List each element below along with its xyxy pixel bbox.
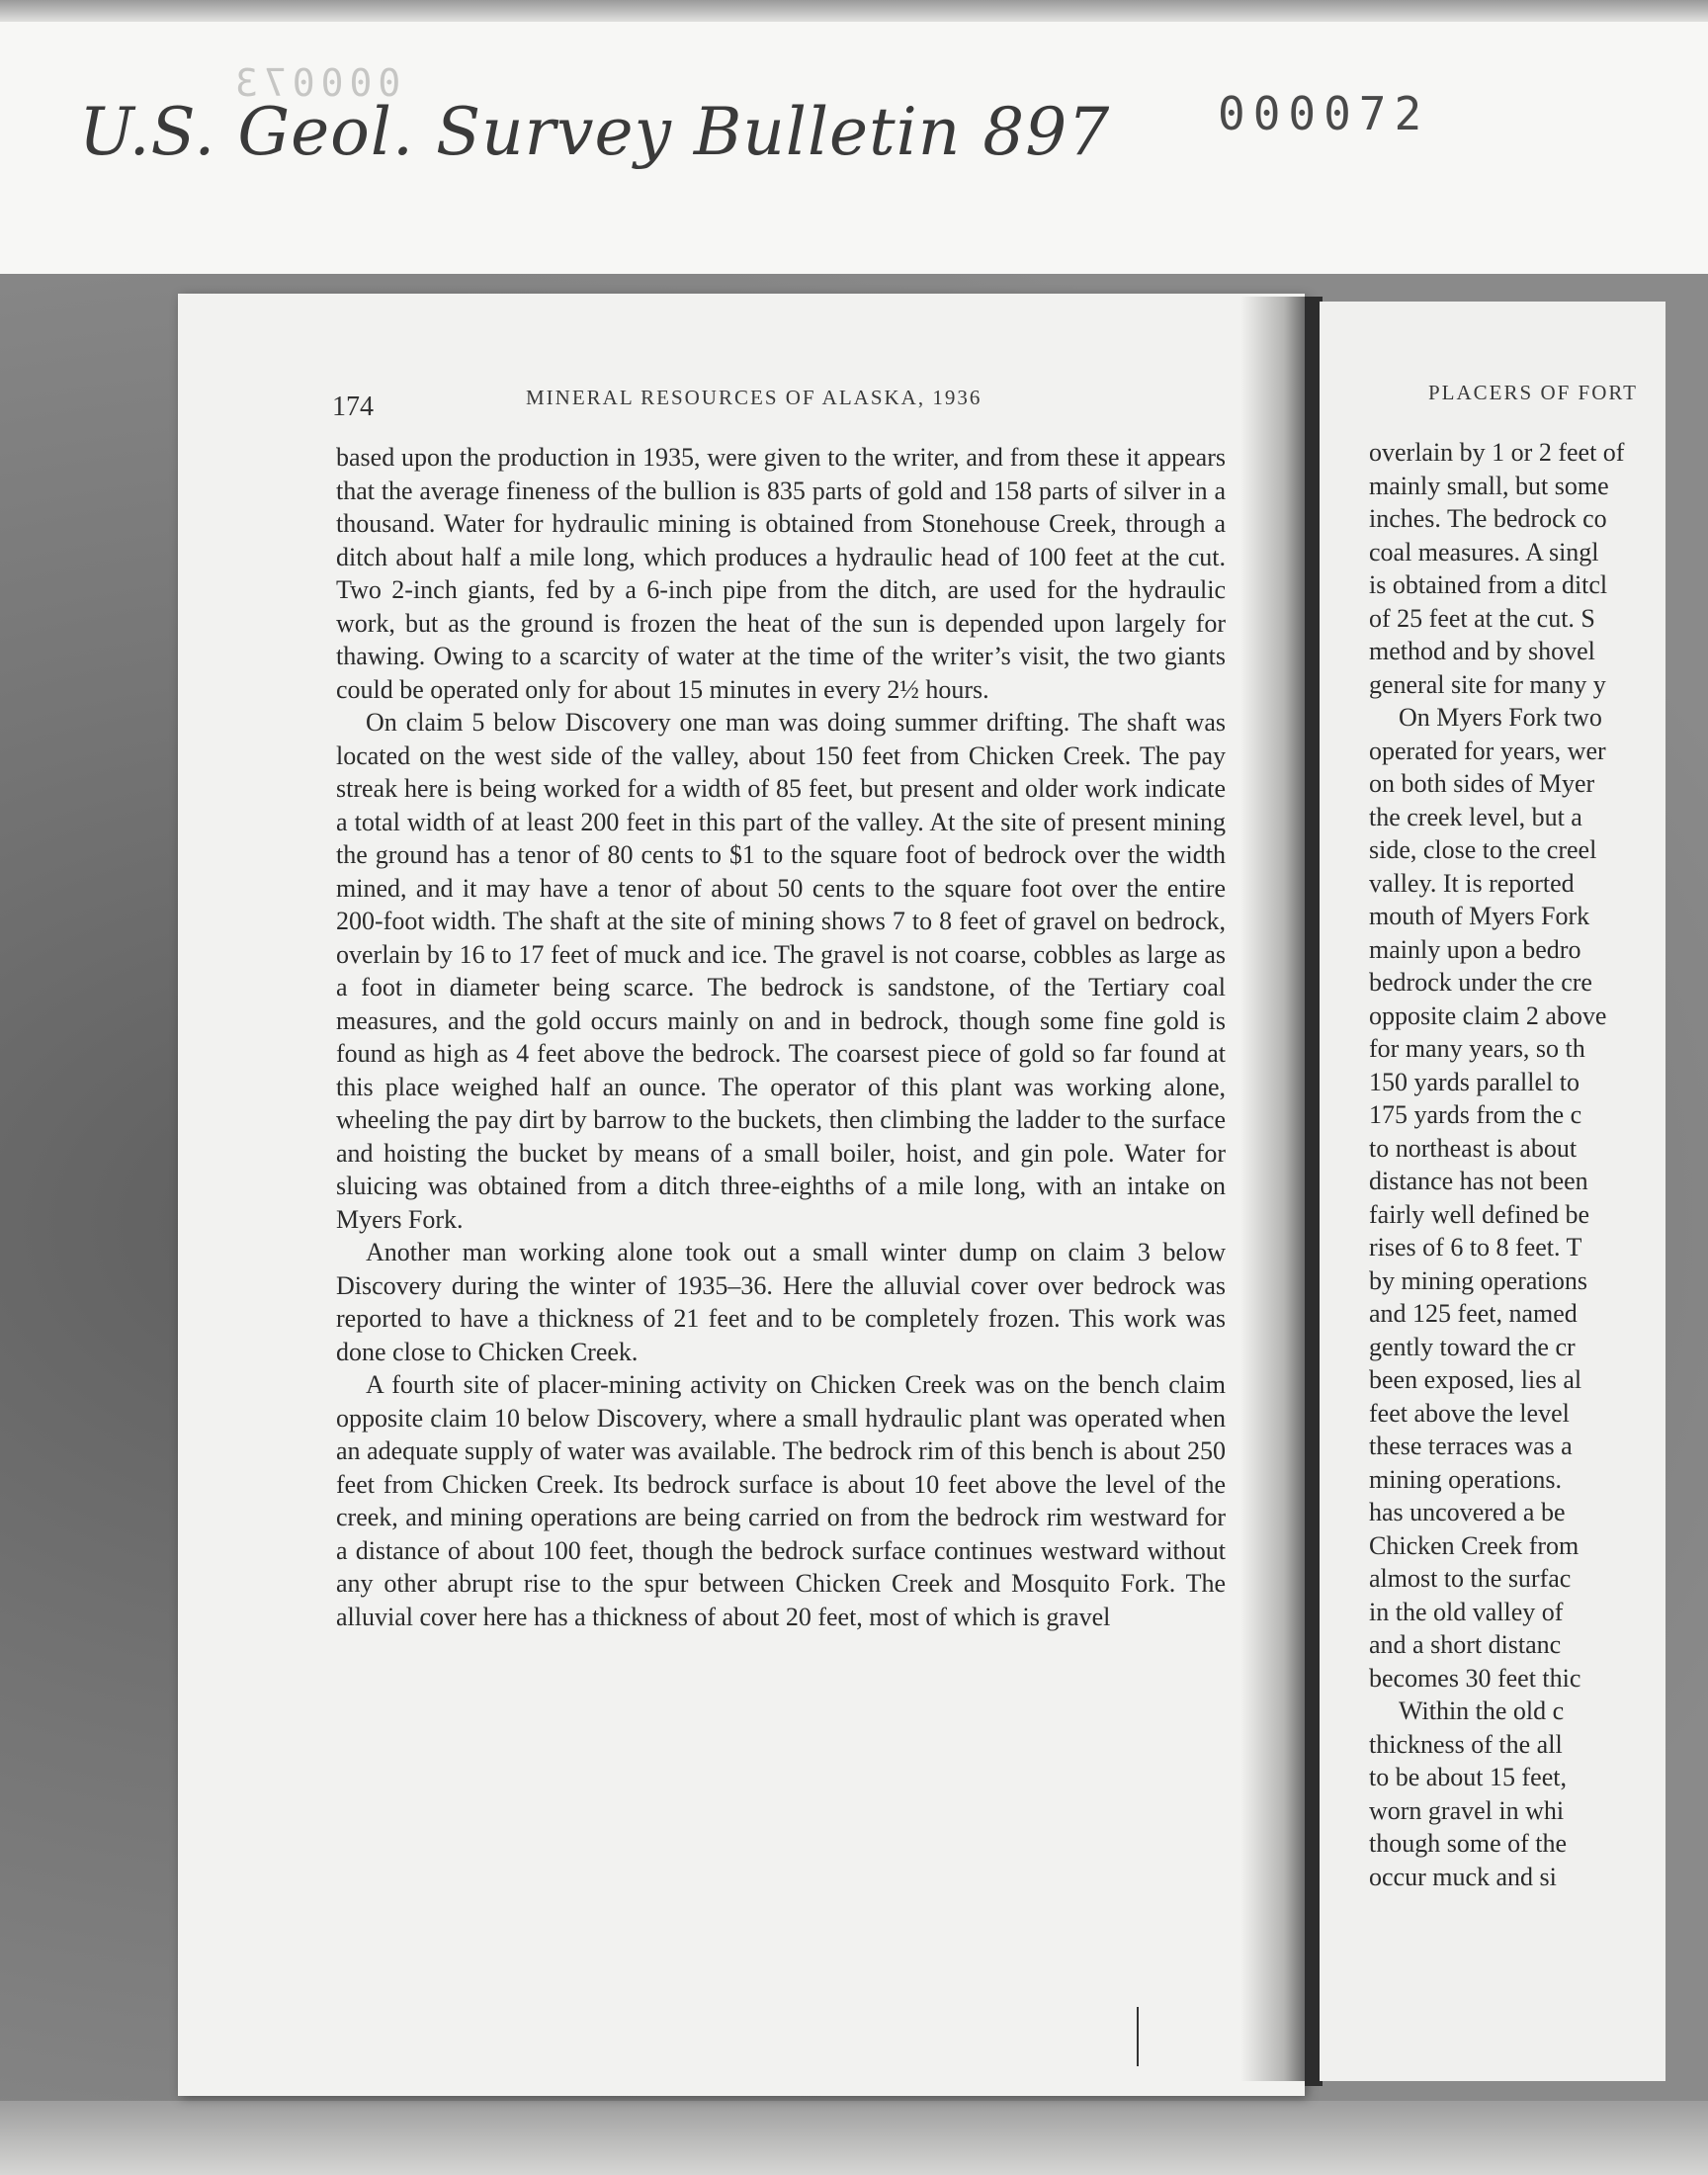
right-page-line: feet above the level bbox=[1369, 1398, 1570, 1428]
right-page-line: to be about 15 feet, bbox=[1369, 1763, 1567, 1791]
right-page-line: is obtained from a ditcl bbox=[1369, 570, 1608, 599]
right-page-line: gently toward the cr bbox=[1369, 1332, 1576, 1361]
paragraph: A fourth site of placer-mining activity on Chicken Creek was on the bench claim opposite claim 10 below Discovery, where a small hydraulic plant was operated when an adequate supply of water was available. The bedrock rim of this bench is about 250 feet from Chicken Creek. Its bedrock surface is about 10 feet above the level of the creek, and mining operations are being carried on from the bedrock rim westward for a distance of about 100 feet, though the bedrock surface continues westward without any other abrupt rise to the spur between Chicken Creek and Mosquito Fork. The alluvial cover here has a thickness of about 20 feet, most of which is gravel bbox=[336, 1370, 1226, 1631]
right-page-line: bedrock under the cre bbox=[1369, 968, 1592, 997]
right-page-line: 150 yards parallel to bbox=[1369, 1067, 1580, 1096]
right-page-line: to northeast is about bbox=[1369, 1133, 1578, 1163]
handwritten-label: U.S. Geol. Survey Bulletin 897 bbox=[79, 94, 1111, 170]
right-page bbox=[1320, 302, 1665, 2081]
right-page-line: method and by shovel bbox=[1369, 637, 1595, 665]
right-page-line: the creek level, but a bbox=[1369, 802, 1582, 831]
right-page-line: has uncovered a be bbox=[1369, 1498, 1566, 1526]
right-page-line: of 25 feet at the cut. S bbox=[1369, 603, 1595, 633]
right-page-line: distance has not been bbox=[1369, 1167, 1588, 1195]
right-page-line: occur muck and si bbox=[1369, 1862, 1557, 1891]
right-page-line: and a short distanc bbox=[1369, 1630, 1562, 1659]
right-page-line: mouth of Myers Fork bbox=[1369, 902, 1590, 930]
right-page-line: On Myers Fork two bbox=[1399, 703, 1602, 732]
right-page-line: side, close to the creel bbox=[1369, 835, 1597, 864]
right-page-line: mainly upon a bedro bbox=[1369, 934, 1581, 964]
right-page-line: fairly well defined be bbox=[1369, 1199, 1590, 1229]
right-page-line: valley. It is reported bbox=[1369, 868, 1575, 898]
ghost-stamp-number: 000073 bbox=[229, 61, 401, 105]
right-page-line: by mining operations bbox=[1369, 1265, 1587, 1295]
right-page-line: mining operations. bbox=[1369, 1464, 1562, 1494]
right-page-line: rises of 6 to 8 feet. T bbox=[1369, 1233, 1582, 1262]
right-page-line: mainly small, but some bbox=[1369, 471, 1609, 500]
right-page-line: Within the old c bbox=[1399, 1696, 1565, 1725]
scan-top-edge bbox=[0, 0, 1708, 22]
right-page-line: coal measures. A singl bbox=[1369, 537, 1599, 566]
right-page-line: these terraces was a bbox=[1369, 1432, 1573, 1460]
right-page-line: been exposed, lies al bbox=[1369, 1365, 1582, 1394]
right-page-line: Chicken Creek from bbox=[1369, 1530, 1580, 1560]
ink-mark bbox=[1137, 2007, 1139, 2066]
stamp-number: 000072 bbox=[1218, 87, 1430, 140]
right-page-line: worn gravel in whi bbox=[1369, 1795, 1565, 1825]
right-page-line: opposite claim 2 above bbox=[1369, 1000, 1607, 1030]
right-page-line: becomes 30 feet thic bbox=[1369, 1663, 1581, 1693]
running-head: MINERAL RESOURCES OF ALASKA, 1936 bbox=[526, 386, 982, 409]
right-page-text bbox=[1369, 436, 1665, 1893]
paragraph: based upon the production in 1935, were given to the writer, and from these it appears that the average fineness of the bullion is 835 parts of gold and 158 parts of silver in a thousand. Water for hydraulic mining is obtained from Stonehouse Creek, through a ditch about half a mile long, which produces a hydraulic head of 100 feet at the cut. Two 2-inch giants, fed by a 6-inch pipe from the ditch, are used for the hydraulic work, but as the ground is frozen the heat of the sun is depended upon largely for thawing. Owing to a scarcity of water at the time of the writer’s visit, the two giants could be operated only for about 15 minutes in every 2½ hours. bbox=[336, 443, 1226, 704]
right-page-line: though some of the bbox=[1369, 1829, 1568, 1858]
right-page-line: for many years, so th bbox=[1369, 1034, 1585, 1063]
page-number: 174 bbox=[332, 392, 374, 422]
right-page-line: and 125 feet, named bbox=[1369, 1299, 1578, 1328]
paragraph: On claim 5 below Discovery one man was doing summer drifting. The shaft was located on the west side of the valley, about 150 feet from Chicken Creek. The pay streak here is being worked for a width of 85 feet, but present and older work indicate a total width of at least 200 feet in this part of the valley. At the site of present mining the ground has a tenor of 80 cents to $1 to the square foot of bedrock over the width mined, and it may have a tenor of about 50 cents to the square foot over the entire 200-foot width. The shaft at the site of mining shows 7 to 8 feet of gravel on bedrock, overlain by 16 to 17 feet of muck and ice. The gravel is not coarse, cobbles as large as a foot in diameter being scarce. The bedrock is sandstone, of the Tertiary coal measures, and the gold occurs mainly on and in bedrock, though some fine gold is found as high as 4 feet above the bedrock. The coarsest piece of gold so far found at this place weighed half an ounce. The operator of this plant was working alone, wheeling the pay dirt by barrow to the buckets, then climbing the ladder to the surface and hoisting the bucket by means of a small boiler, hoist, and gin pole. Water for sluicing was obtained from a ditch three-eighths of a mile long, with an intake on Myers Fork. bbox=[336, 708, 1226, 1234]
paragraph: Another man working alone took out a small winter dump on claim 3 below Discovery during the winter of 1935–36. Here the alluvial cover over bedrock was reported to have a thickness of 21 feet and to be completely frozen. This work was done close to Chicken Creek. bbox=[336, 1238, 1226, 1366]
body-text bbox=[336, 441, 1226, 1633]
right-page-line: 175 yards from the c bbox=[1369, 1100, 1582, 1129]
right-page-line: on both sides of Myer bbox=[1369, 769, 1595, 798]
right-page-line: general site for many y bbox=[1369, 669, 1606, 699]
right-page-line: overlain by 1 or 2 feet of bbox=[1369, 438, 1625, 467]
right-page-line: almost to the surfac bbox=[1369, 1564, 1572, 1593]
right-running-head: PLACERS OF FORT bbox=[1428, 381, 1638, 404]
right-page-line: operated for years, wer bbox=[1369, 736, 1606, 765]
right-page-line: thickness of the all bbox=[1369, 1729, 1563, 1759]
right-page-line: in the old valley of bbox=[1369, 1597, 1564, 1626]
right-page-line: inches. The bedrock co bbox=[1369, 504, 1607, 533]
scan-bottom-edge bbox=[0, 2101, 1708, 2175]
